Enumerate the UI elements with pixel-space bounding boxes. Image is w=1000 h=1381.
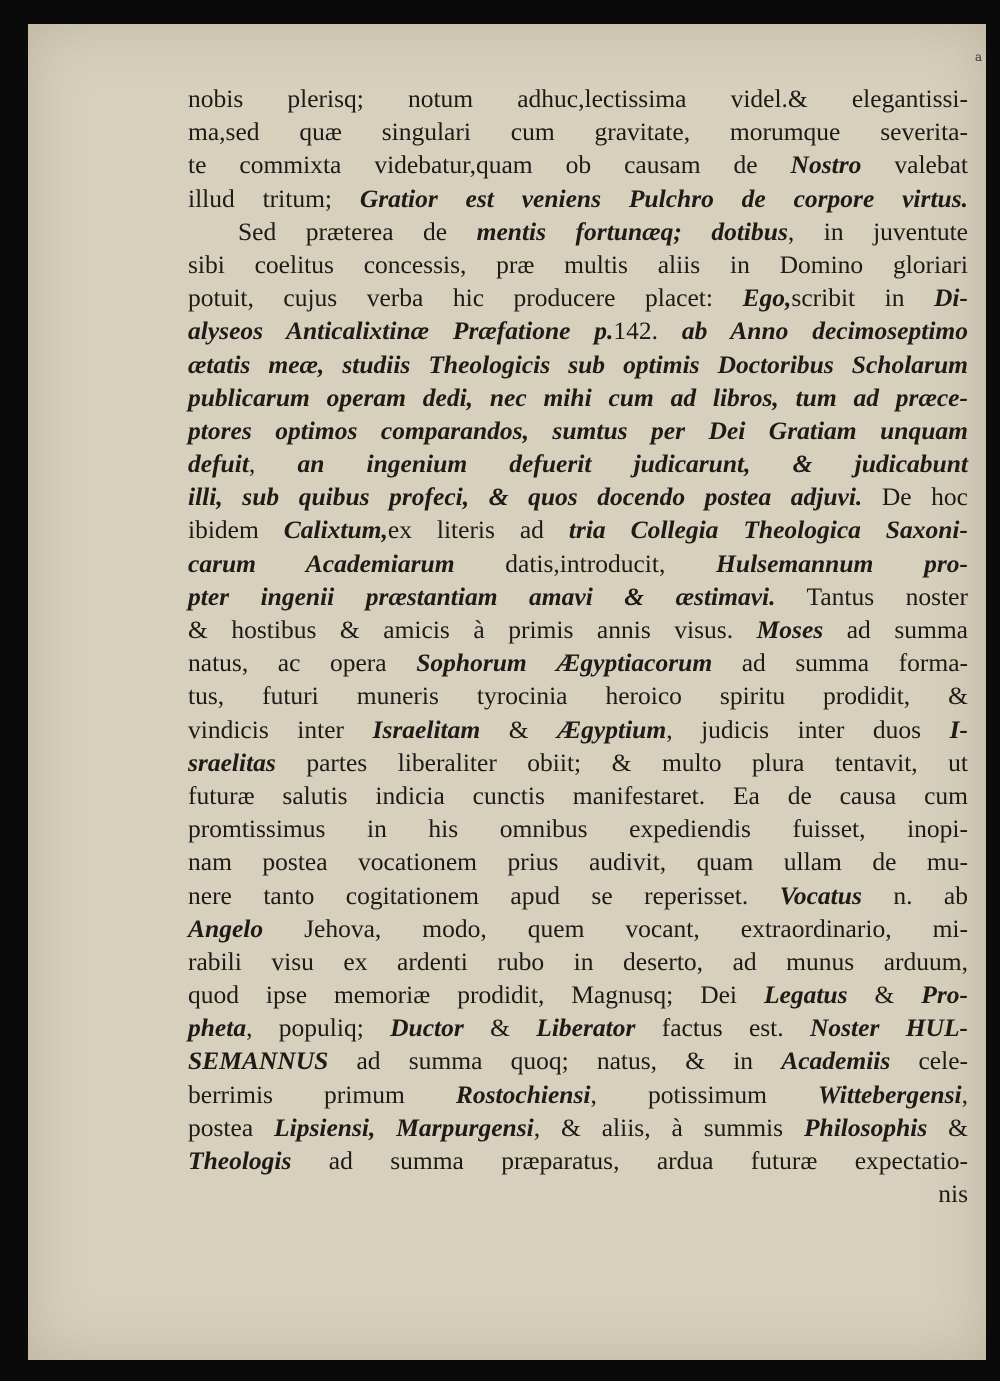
text-line <box>188 646 968 679</box>
text-line <box>188 812 968 845</box>
text-line <box>188 115 968 148</box>
text-segment: , in juventute <box>787 216 968 246</box>
italic-text-segment: Philosophis <box>803 1112 928 1142</box>
italic-text-segment: Rostochiensi <box>455 1079 591 1109</box>
italic-text-segment: Vocatus <box>779 880 862 910</box>
text-segment: tus, futuri muneris tyrocinia heroico spiritu prodidit, & <box>188 681 968 711</box>
book-page <box>28 24 986 1360</box>
text-segment: postea <box>188 1112 275 1142</box>
text-segment: ma,sed quæ singulari cum gravitate, morumque severita- <box>188 117 968 147</box>
italic-text-segment: Ductor <box>390 1013 464 1043</box>
text-segment: ad summa præparatus, ardua futuræ expectatio- <box>291 1146 968 1175</box>
text-line <box>188 1078 968 1111</box>
text-line <box>188 879 968 912</box>
italic-text-segment: ab Anno decimoseptimo <box>681 316 968 346</box>
text-line <box>188 1144 968 1177</box>
italic-text-segment: ætatis meæ, studiis Theologicis sub optimis Doctoribus Scholarum <box>188 349 968 379</box>
text-segment: , populiq; <box>246 1013 391 1043</box>
text-line <box>188 912 968 945</box>
italic-text-segment: tria Collegia Theologica Saxoni- <box>568 515 968 545</box>
italic-text-segment: Ægyptium <box>557 714 667 744</box>
text-line <box>188 845 968 878</box>
text-line <box>188 447 968 480</box>
text-segment: nis <box>938 1179 968 1209</box>
text-line <box>188 1011 968 1044</box>
text-line <box>188 281 968 314</box>
text-segment: ex literis ad <box>387 515 569 545</box>
text-segment: potuit, cujus verba hic producere placet: <box>188 283 743 313</box>
italic-text-segment: ptores optimos comparandos, sumtus per Dei Gratiam unquam <box>188 415 968 445</box>
text-segment: promtissimus in his omnibus expediendis fuisset, inopi- <box>188 814 968 844</box>
page-text-block <box>188 82 968 1210</box>
text-segment: , & aliis, à summis <box>533 1112 804 1142</box>
text-segment: te commixta videbatur,quam ob causam de <box>188 150 791 180</box>
text-line <box>188 945 968 978</box>
italic-text-segment: sraelitas <box>188 747 276 777</box>
italic-text-segment: Di- <box>934 283 968 313</box>
text-segment: factus est. <box>635 1013 810 1043</box>
italic-text-segment: Pro- <box>921 980 968 1010</box>
italic-text-segment: pter ingenii præstantiam amavi & æstimavi. <box>188 581 776 611</box>
text-line <box>188 547 968 580</box>
italic-text-segment: illi, sub quibus profeci, & quos docendo postea adjuvi. <box>188 482 863 512</box>
italic-text-segment: Academiis <box>781 1046 891 1076</box>
page-edge-mark: a <box>974 50 982 64</box>
text-line <box>188 978 968 1011</box>
italic-text-segment: mentis fortunæq; dotibus <box>476 216 788 246</box>
text-line <box>188 1044 968 1077</box>
italic-text-segment: I- <box>949 714 968 744</box>
text-segment: 142. <box>613 316 682 346</box>
italic-text-segment: SEMANNUS <box>188 1046 329 1076</box>
text-segment: & <box>927 1112 968 1142</box>
text-segment: nere tanto cogitationem apud se reperisset. <box>188 880 780 910</box>
text-line <box>188 248 968 281</box>
text-segment: ibidem <box>188 515 284 545</box>
text-segment: natus, ac opera <box>188 648 417 678</box>
italic-text-segment: Wittebergensi <box>818 1079 962 1109</box>
text-segment: partes liberaliter obiit; & multo plura tentavit, ut <box>275 747 968 777</box>
text-line <box>188 182 968 215</box>
text-line <box>188 1111 968 1144</box>
text-line <box>188 148 968 181</box>
text-segment: illud tritum; <box>188 183 360 213</box>
text-segment: n. ab <box>861 880 968 910</box>
italic-text-segment: Theologis <box>188 1146 292 1175</box>
italic-text-segment: carum Academiarum <box>188 548 455 578</box>
text-line <box>188 82 968 115</box>
text-line <box>188 580 968 613</box>
text-line <box>188 314 968 347</box>
text-segment: futuræ salutis indicia cunctis manifestaret. Ea de causa cum <box>188 780 968 810</box>
text-line <box>188 679 968 712</box>
text-segment: Jehova, modo, quem vocant, extraordinario, mi- <box>263 913 968 943</box>
text-segment: scribit in <box>791 283 934 313</box>
italic-text-segment: Lipsiensi, Marpurgensi <box>274 1112 534 1142</box>
text-segment: vindicis inter <box>188 714 373 744</box>
text-segment: & hostibus & amicis à primis annis visus. <box>188 615 757 644</box>
text-segment: valebat <box>861 150 969 180</box>
text-line <box>188 613 968 646</box>
text-segment: & <box>847 980 922 1010</box>
text-segment: cele- <box>890 1046 969 1076</box>
text-line <box>188 480 968 513</box>
text-line <box>188 348 968 381</box>
text-segment: ad summa quoq; natus, & in <box>328 1046 782 1076</box>
italic-text-segment: Sophorum Ægyptiacorum <box>416 648 713 678</box>
text-segment: Tantus noster <box>775 581 968 611</box>
text-line <box>188 215 968 248</box>
text-segment: ad summa <box>823 615 968 644</box>
italic-text-segment: publicarum operam dedi, nec mihi cum ad libros, tum ad præce- <box>188 382 968 412</box>
text-line <box>188 746 968 779</box>
text-segment: nam postea vocationem prius audivit, quam ullam de mu- <box>188 847 968 877</box>
text-segment: Sed præterea de <box>238 216 477 246</box>
italic-text-segment: Præfatione p. <box>452 316 614 346</box>
italic-text-segment: Calixtum, <box>283 515 388 545</box>
italic-text-segment: an ingenium defuerit judicarunt, & judicabunt <box>297 449 969 479</box>
italic-text-segment: Legatus <box>763 980 848 1010</box>
text-segment: quod ipse memoriæ prodidit, Magnusq; Dei <box>188 980 764 1010</box>
italic-text-segment: Ego, <box>742 283 792 313</box>
text-segment: , judicis inter duos <box>666 714 950 744</box>
text-segment: & <box>463 1013 537 1043</box>
text-line <box>188 779 968 812</box>
italic-text-segment: Noster HUL- <box>809 1013 969 1043</box>
text-line <box>188 1177 968 1210</box>
text-line <box>188 414 968 447</box>
text-segment: , <box>961 1079 968 1109</box>
italic-text-segment: Israelitam <box>372 714 481 744</box>
text-segment: sibi coelitus concessis, præ multis aliis in Domino gloriari <box>188 249 968 279</box>
italic-text-segment: Hulsemannum pro- <box>716 548 968 578</box>
italic-text-segment: Nostro <box>790 150 862 180</box>
text-segment: nobis plerisq; notum adhuc,lectissima videl.& elegantissi- <box>188 84 968 113</box>
text-line <box>188 713 968 746</box>
text-segment: ad summa forma- <box>712 648 968 678</box>
italic-text-segment: alyseos Anticalixtinæ <box>188 316 430 346</box>
italic-text-segment: defuit <box>188 449 249 479</box>
text-segment: , potissimum <box>590 1079 819 1109</box>
italic-text-segment: Gratior est veniens Pulchro de corpore virtus. <box>359 183 969 213</box>
text-segment: rabili visu ex ardenti rubo in deserto, ad munus arduum, <box>188 946 968 976</box>
text-line <box>188 513 968 546</box>
italic-text-segment: pheta <box>188 1013 247 1043</box>
text-segment: berrimis primum <box>188 1079 456 1109</box>
italic-text-segment: Angelo <box>188 913 264 943</box>
italic-text-segment: Liberator <box>536 1013 636 1043</box>
text-segment <box>429 316 453 345</box>
text-line <box>188 381 968 414</box>
text-segment: , <box>248 449 298 479</box>
text-segment: & <box>480 714 558 744</box>
italic-text-segment: Moses <box>756 615 824 644</box>
text-segment: De hoc <box>862 482 968 512</box>
text-segment: datis,introducit, <box>454 548 717 578</box>
